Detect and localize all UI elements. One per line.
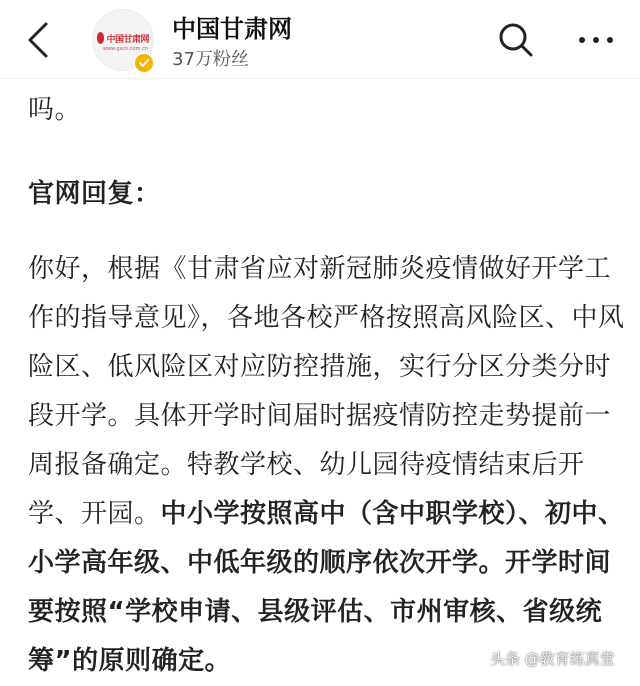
reply-text-normal: 你好，根据《甘肃省应对新冠肺炎疫情做好开学工作的指导意见》，各地各校严格按照高风险区、中风险区、低风险区对应防控措施，实行分区分类分时段开学。具体开学时间届时据疫情防控走势提前一周报备确定。特教学校、幼儿园待疫情结束后开学、开园。: [28, 254, 625, 529]
source-watermark: 头条 @教育练真堂: [490, 650, 615, 668]
reply-text-bold: 中小学按照高中（含中职学校）、初中、小学高年级、中低年级的顺序依次开学。: [28, 499, 625, 578]
question-fragment: 吗。: [28, 95, 82, 125]
avatar-logo-url: www.gscn.com.cn: [103, 46, 148, 52]
back-chevron-icon: [27, 22, 49, 58]
more-dots-icon: [577, 35, 615, 45]
more-button[interactable]: [572, 20, 620, 60]
search-button[interactable]: [494, 20, 538, 60]
article-body: [28, 78, 628, 686]
account-name[interactable]: 中国甘肃网: [172, 15, 292, 43]
reply-heading: 官网回复：: [28, 179, 161, 209]
account-avatar[interactable]: [92, 9, 154, 71]
verified-badge-icon: [133, 52, 155, 74]
logo-mark-icon: [97, 32, 104, 44]
reply-text-bold-2: 开学时间要按照“学校申请、县级评估、市州审核、省级统筹”的原则确定。: [28, 548, 612, 676]
back-button[interactable]: [20, 20, 56, 60]
follower-count: 37万粉丝: [172, 49, 249, 70]
avatar-logo-text: 中国甘肃网: [106, 34, 149, 45]
avatar-logo: [97, 30, 149, 46]
search-icon: [498, 22, 534, 58]
reply-paragraph: [28, 245, 628, 686]
top-bar: [0, 0, 640, 79]
